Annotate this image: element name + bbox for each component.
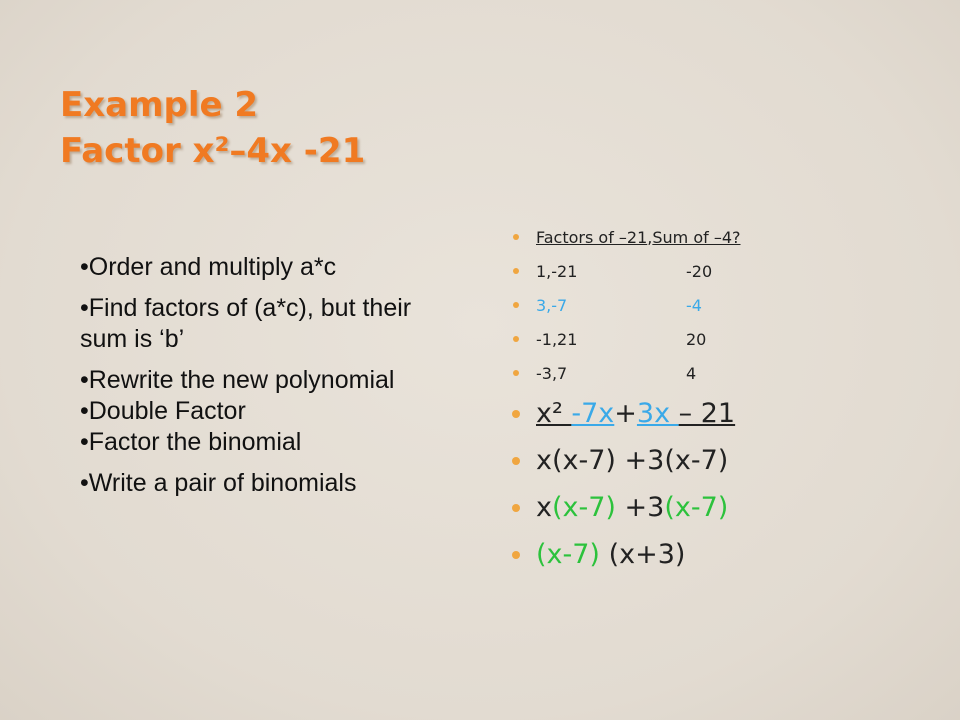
title-line-1: Example 2 [60,85,259,125]
step-3: •Rewrite the new polynomial [80,366,395,394]
header-separator: , [647,228,653,247]
steps-list [80,252,450,499]
table-row [512,296,932,330]
double-factor-line [512,445,932,492]
step-2: •Find factors of (a*c), but their sum is ‘b’ [80,294,412,353]
factor-sum: 4 [686,364,697,383]
step-6: •Write a pair of binomials [80,469,357,497]
rewrite-term-3x: 3x [636,398,679,429]
work-area [512,228,932,586]
bullet-dot [512,551,520,559]
step-1: •Order and multiply a*c [80,253,337,281]
table-row [512,330,932,364]
step-4: •Double Factor [80,397,246,425]
table-row [512,262,932,296]
term-plus3: +3 [624,492,665,523]
bullet-dot [512,457,520,465]
bullet-dot [513,336,519,342]
slide-title [60,82,365,174]
rewrite-term-neg7x: -7x [571,398,615,429]
rewrite-line [512,398,932,445]
binomial-highlight-line [512,492,932,539]
term-x: x [536,492,552,523]
factor-sum: -4 [686,296,702,315]
bullet-dot [512,410,520,418]
common-binomial-1: (x-7) [551,492,625,523]
rewrite-plus: + [614,398,637,429]
sum-header: Sum of –4? [652,228,741,247]
factor-table-header [512,228,932,262]
factor-pair: 1,-21 [536,262,578,281]
bullet-dot [513,234,519,240]
bullet-dot [513,268,519,274]
bullet-dot [512,504,520,512]
binomial-1: (x-7) [536,539,609,570]
double-factor-text: x(x-7) +3(x-7) [536,445,729,476]
factors-header: Factors of –21 [536,228,648,247]
step-5: •Factor the binomial [80,428,302,456]
title-line-2: Factor x²–4x -21 [60,131,366,171]
factor-pair: -3,7 [536,364,568,383]
factor-pair: -1,21 [536,330,578,349]
bullet-dot [513,370,519,376]
rewrite-constant: – 21 [678,398,736,429]
rewrite-x-squared: x² [536,398,572,429]
table-row [512,364,932,398]
bullet-dot [513,302,519,308]
factor-sum: 20 [686,330,707,349]
factor-sum: -20 [686,262,713,281]
factor-pair: 3,-7 [536,296,568,315]
final-answer-line [512,539,932,586]
binomial-2: (x+3) [608,539,686,570]
common-binomial-2: (x-7) [664,492,729,523]
